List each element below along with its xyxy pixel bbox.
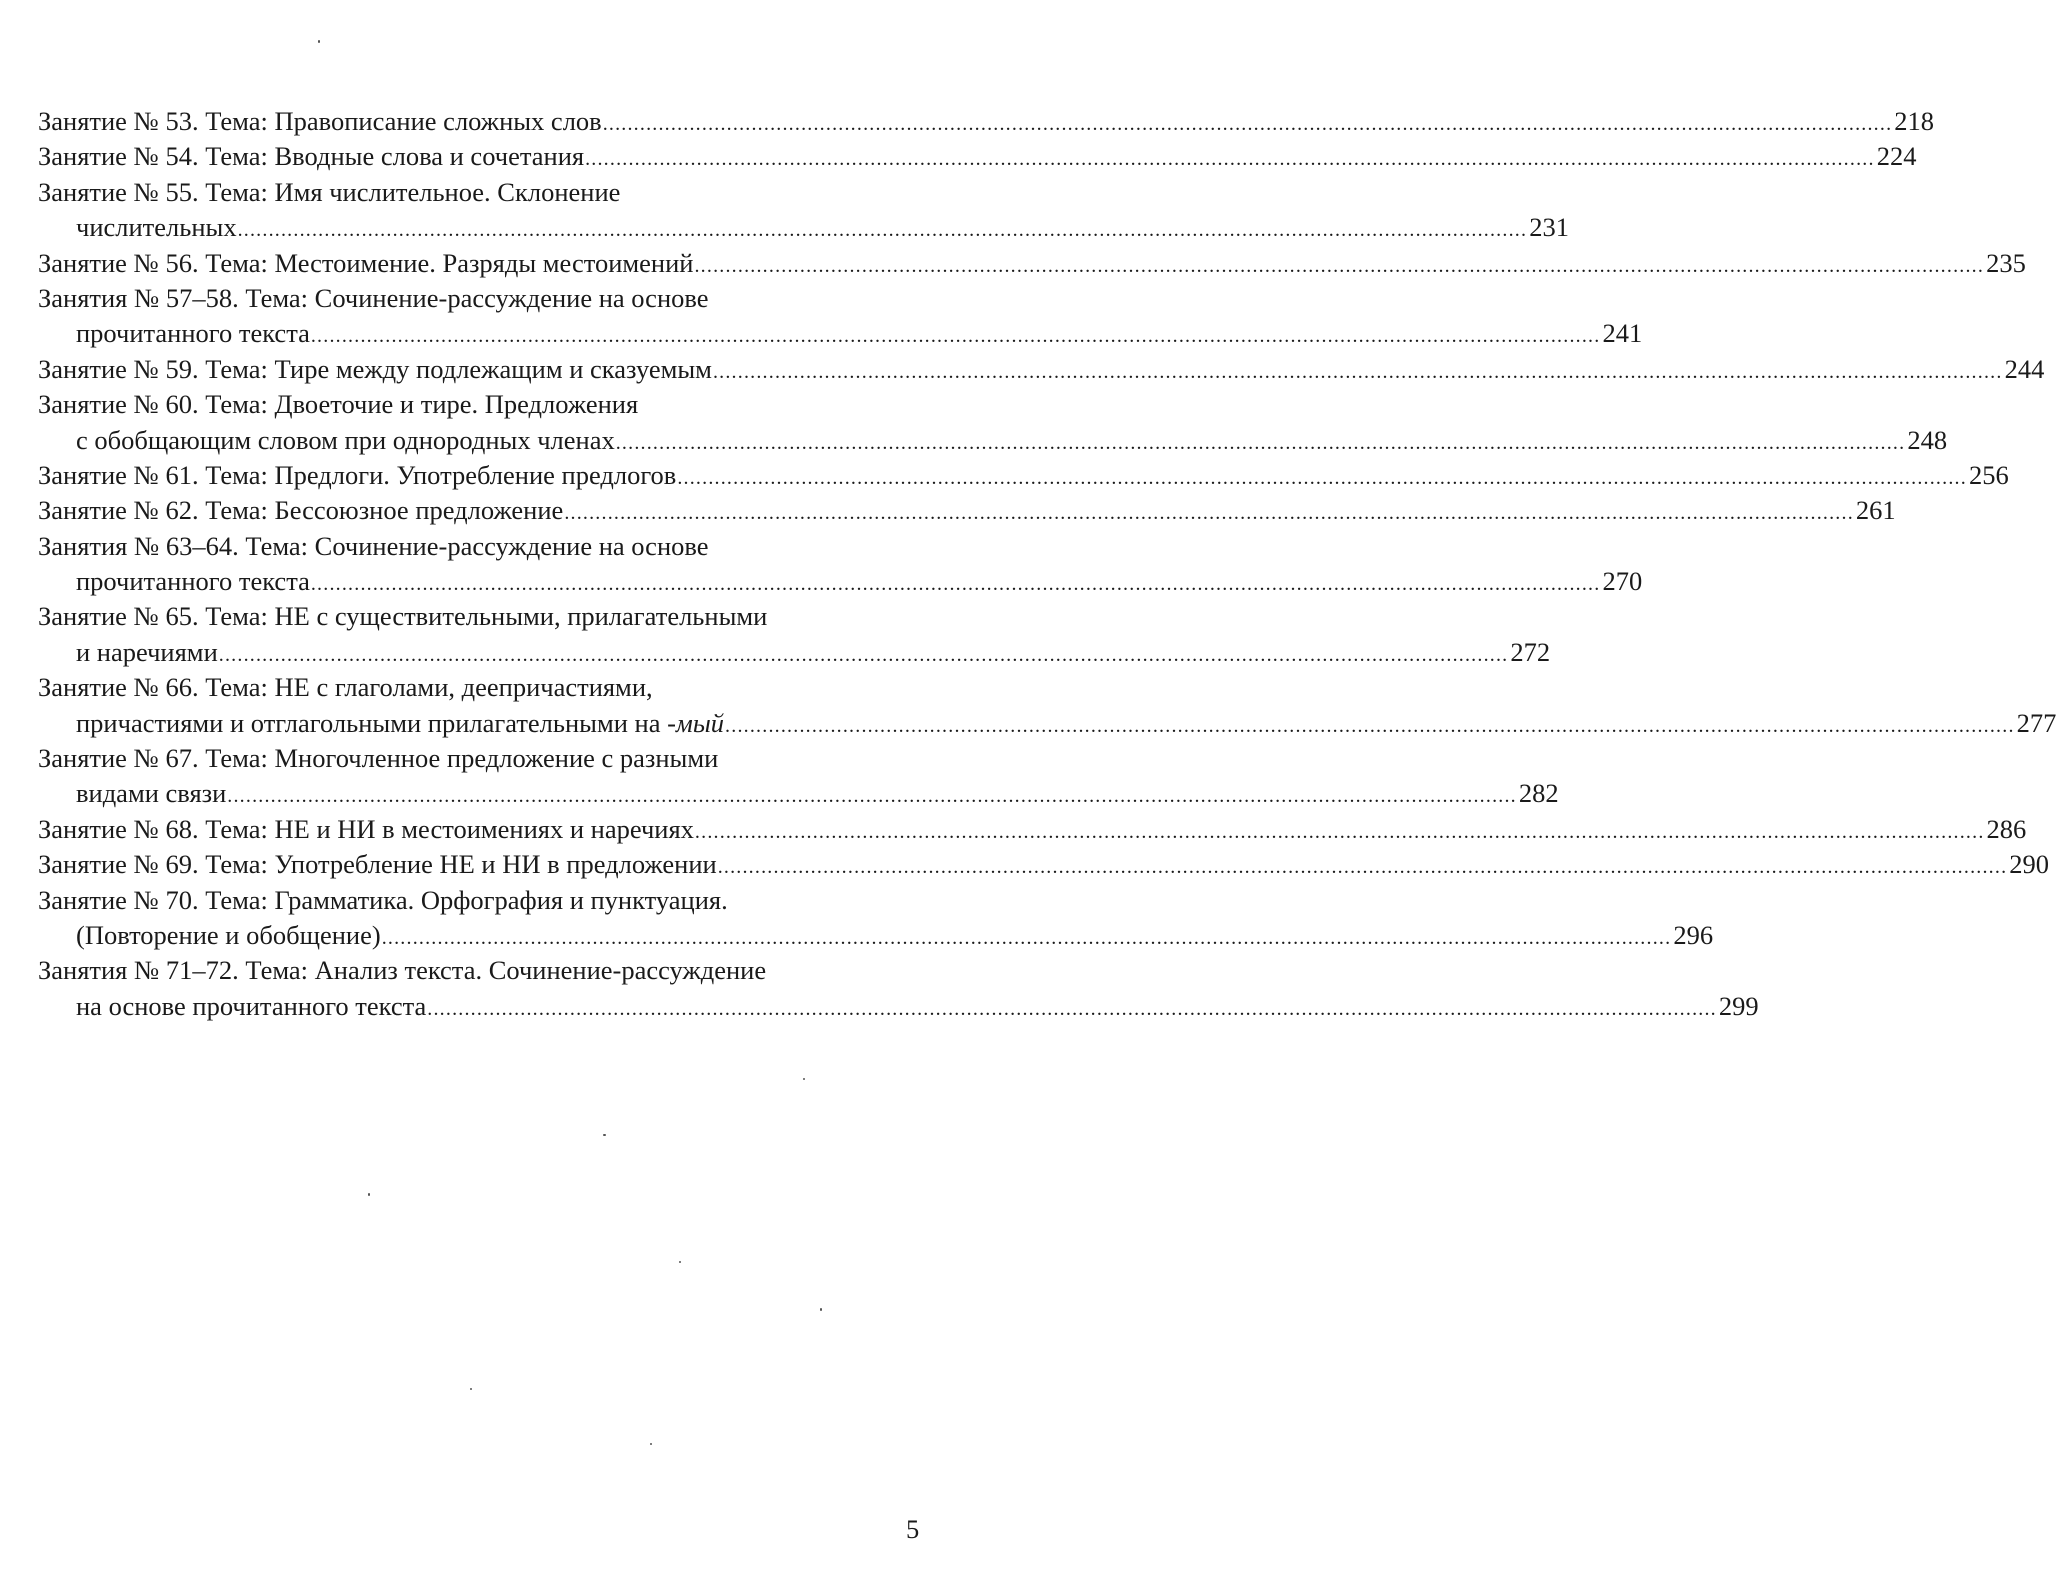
toc-entry-title-text: Занятие № 54. Тема: Вводные слова и сочетания: [38, 141, 585, 172]
toc-entry-title-line: [76, 989, 427, 1024]
toc-page-number: 231: [1529, 212, 1569, 243]
dot-leader: ................................................................................................................................................................................................................: [694, 820, 1985, 843]
toc-entry-title-line: [76, 564, 311, 599]
dot-leader: ................................................................................................................................................................................................................: [712, 360, 2003, 383]
toc-entry: [38, 883, 1714, 954]
toc-entry-title-line: [76, 706, 725, 741]
table-of-contents: [38, 104, 2056, 1024]
toc-page-number: 261: [1855, 495, 1896, 526]
dot-leader: ................................................................................................................................................................................................................: [381, 926, 1672, 949]
toc-entry: [38, 953, 1759, 1024]
toc-entry-title-line: [76, 210, 238, 245]
toc-entry-title-text: прочитанного текста: [76, 566, 310, 597]
toc-entry-final-line: [38, 458, 2009, 493]
toc-entry-title-text: Занятие № 61. Тема: Предлоги. Употребление предлогов: [38, 459, 677, 490]
toc-page-number: 270: [1602, 566, 1643, 597]
toc-entry-final-line: [38, 493, 1896, 528]
toc-entry-title-line: Занятие № 65. Тема: НЕ с существительными, прилагательными: [38, 601, 768, 632]
dot-leader: ................................................................................................................................................................................................................: [585, 148, 1875, 171]
scan-speck: [368, 1193, 370, 1196]
toc-entry-title-line: [38, 352, 713, 387]
toc-entry-final-line: [38, 139, 1917, 174]
toc-entry-final-line: [38, 776, 1559, 811]
toc-page-number: 235: [1986, 247, 2026, 278]
toc-page-number: 244: [2004, 353, 2045, 384]
scan-speck: [603, 1134, 606, 1136]
toc-entry: [38, 741, 1559, 812]
toc-entry-title-text: и наречиями: [76, 636, 218, 667]
toc-entry-final-line: [38, 706, 2056, 741]
toc-entry-title-text: видами связи: [76, 778, 227, 809]
toc-entry-title-line: [38, 493, 564, 528]
dot-leader: ................................................................................................................................................................................................................: [615, 431, 1906, 454]
toc-entry-title-line: [38, 246, 694, 281]
toc-page-number: 286: [1986, 813, 2027, 844]
toc-entry-title-line: Занятия № 63–64. Тема: Сочинение-рассуждение на основе: [38, 530, 709, 561]
scan-speck: [679, 1261, 681, 1263]
toc-entry-title-text: Занятие № 69. Тема: Употребление НЕ и НИ в предложении: [38, 849, 717, 880]
toc-entry-title-line: [76, 423, 616, 458]
toc-entry-final-line: [38, 635, 1551, 670]
dot-leader: ................................................................................................................................................................................................................: [427, 997, 1717, 1020]
toc-entry-final-line: [38, 812, 2027, 847]
toc-entry: [38, 599, 1551, 670]
toc-page-number: 299: [1718, 990, 1759, 1021]
toc-page-number: 218: [1894, 106, 1935, 136]
toc-entry-title-text: Занятие № 53. Тема: Правописание сложных слов: [38, 106, 602, 136]
scan-speck: [318, 40, 320, 43]
toc-entry-title-line: [38, 847, 718, 882]
toc-entry: [38, 847, 2050, 882]
toc-entry-final-line: [38, 564, 1643, 599]
toc-entry-italic-suffix: -мый: [667, 707, 725, 738]
toc-entry-title-text: причастиями и отглагольными прилагательными на: [76, 707, 668, 738]
toc-entry-final-line: [38, 423, 1948, 458]
toc-entry-final-line: [38, 246, 2026, 281]
toc-entry: [38, 458, 2009, 493]
toc-entry-title-text: Занятие № 59. Тема: Тире между подлежащим и сказуемым: [38, 353, 712, 384]
toc-entry-final-line: [38, 918, 1714, 953]
toc-entry-title-line: Занятия № 57–58. Тема: Сочинение-рассуждение на основе: [38, 282, 709, 313]
toc-entry-title-line: [76, 776, 227, 811]
toc-entry-title-line: [38, 104, 603, 139]
toc-page-number: 256: [1968, 459, 2009, 490]
toc-entry-final-line: [38, 989, 1759, 1024]
toc-page-number: 296: [1673, 919, 1714, 950]
toc-entry-title-line: [38, 812, 695, 847]
dot-leader: ................................................................................................................................................................................................................: [564, 502, 1854, 525]
dot-leader: ................................................................................................................................................................................................................: [694, 254, 1985, 277]
toc-entry-title-text: Занятие № 68. Тема: НЕ и НИ в местоимениях и наречиях: [38, 813, 694, 844]
scan-speck: [803, 1078, 805, 1080]
toc-entry-title-line: Занятия № 71–72. Тема: Анализ текста. Сочинение-рассуждение: [38, 955, 767, 986]
toc-page-number: 277: [2016, 707, 2056, 738]
toc-entry-title-line: Занятие № 66. Тема: НЕ с глаголами, деепричастиями,: [38, 672, 653, 703]
toc-entry-title-text: числительных: [76, 212, 237, 243]
toc-entry-title-line: Занятие № 55. Тема: Имя числительное. Склонение: [38, 176, 621, 207]
dot-leader: ................................................................................................................................................................................................................: [677, 466, 1967, 489]
scan-speck: [820, 1308, 822, 1311]
toc-entry: [38, 812, 2027, 847]
toc-page-number: 282: [1518, 778, 1559, 809]
toc-entry: [38, 352, 2045, 387]
dot-leader: ................................................................................................................................................................................................................: [310, 573, 1601, 596]
scan-speck: [650, 1443, 652, 1445]
toc-entry: [38, 281, 1643, 352]
toc-page-number: 290: [2009, 849, 2050, 880]
toc-entry-final-line: [38, 847, 2050, 882]
dot-leader: ................................................................................................................................................................................................................: [227, 785, 1517, 808]
toc-entry-title-text: с обобщающим словом при однородных членах: [76, 424, 615, 455]
toc-entry: [38, 139, 1917, 174]
toc-entry: [38, 246, 2026, 281]
scan-speck: [470, 1388, 472, 1390]
toc-page-number: 272: [1510, 636, 1551, 667]
toc-entry: [38, 493, 1896, 528]
dot-leader: ................................................................................................................................................................................................................: [218, 643, 1509, 666]
toc-page-number: 248: [1907, 424, 1948, 455]
toc-entry-final-line: [38, 210, 1569, 245]
toc-entry-title-line: [76, 635, 219, 670]
toc-entry-title-text: прочитанного текста: [76, 318, 310, 349]
toc-page-number: 241: [1602, 318, 1643, 349]
page-number: 5: [906, 1514, 920, 1544]
toc-entry-final-line: [38, 352, 2045, 387]
toc-entry-title-line: [38, 458, 677, 493]
toc-entry-title-line: [76, 918, 382, 953]
toc-entry: [38, 670, 2056, 741]
dot-leader: ................................................................................................................................................................................................................: [725, 714, 2015, 737]
toc-entry-final-line: [38, 316, 1643, 351]
dot-leader: ................................................................................................................................................................................................................: [602, 113, 1893, 135]
dot-leader: ................................................................................................................................................................................................................: [237, 219, 1528, 242]
toc-entry-final-line: [38, 104, 1935, 139]
dot-leader: ................................................................................................................................................................................................................: [717, 856, 2008, 879]
dot-leader: ................................................................................................................................................................................................................: [310, 325, 1601, 348]
toc-entry: [38, 529, 1643, 600]
toc-entry-title-text: (Повторение и обобщение): [76, 919, 381, 950]
toc-entry-title-line: Занятие № 70. Тема: Грамматика. Орфография и пунктуация.: [38, 884, 728, 915]
toc-entry-title-text: Занятие № 56. Тема: Местоимение. Разряды местоимений: [38, 247, 694, 278]
toc-entry-title-text: на основе прочитанного текста: [76, 990, 427, 1021]
toc-entry: [38, 175, 1569, 246]
toc-entry-title-line: [76, 316, 311, 351]
toc-entry-title-line: Занятие № 67. Тема: Многочленное предложение с разными: [38, 743, 719, 774]
toc-entry-title-text: Занятие № 62. Тема: Бессоюзное предложение: [38, 495, 564, 526]
toc-entry: [38, 387, 1948, 458]
toc-page-number: 224: [1876, 141, 1917, 172]
toc-entry-title-line: [38, 139, 585, 174]
toc-entry-title-line: Занятие № 60. Тема: Двоеточие и тире. Предложения: [38, 389, 639, 420]
toc-entry: [38, 104, 1935, 139]
